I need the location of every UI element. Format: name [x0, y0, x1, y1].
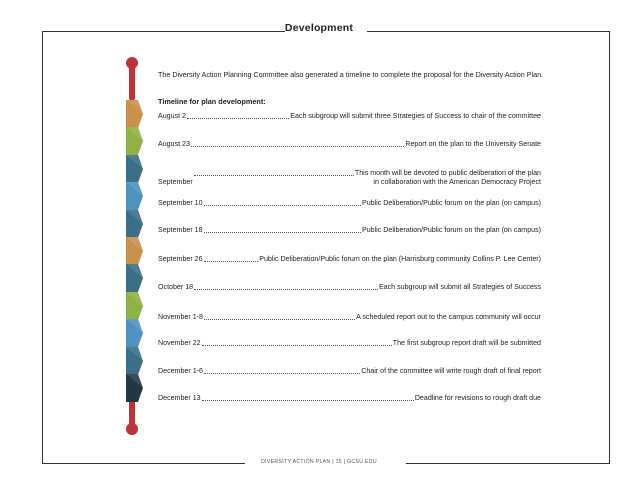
- leader-dots: [194, 288, 378, 290]
- timeline-event: This month will be devoted to public deliberation of the plan: [354, 169, 541, 177]
- timeline-event: Each subgroup will submit three Strategies of Success to chair of the committee: [290, 112, 541, 120]
- timeline-marker: [126, 210, 143, 237]
- timeline-event-block: [355, 169, 541, 187]
- timeline-event: Chair of the committee will write rough draft of final report: [361, 367, 541, 375]
- leader-dots: [202, 344, 392, 346]
- timeline-event: Public Deliberation/Public forum on the plan (Harrisburg community Collins P. Lee Center): [259, 255, 541, 263]
- timeline-marker: [126, 100, 143, 127]
- leader-dots: [202, 399, 414, 401]
- frame-line-left: [42, 31, 43, 463]
- timeline-date: September 26: [158, 255, 203, 263]
- page-footer: DIVERSITY ACTION PLAN | 15 | GCSU.EDU: [261, 459, 377, 465]
- timeline-row: [158, 226, 541, 235]
- frame-line-top-right: [367, 31, 610, 32]
- leader-dots: [204, 204, 361, 206]
- leader-dots: [204, 260, 259, 262]
- timeline-marker: [126, 319, 143, 346]
- timeline-date: November 22: [158, 339, 201, 347]
- timeline-marker: [126, 292, 143, 319]
- timeline-event: Public Deliberation/Public forum on the plan (on campus): [361, 199, 541, 207]
- timeline-marker: [126, 237, 143, 264]
- timeline-event: Deadline for revisions to rough draft due: [414, 394, 541, 402]
- timeline-row: [158, 112, 541, 121]
- leader-dots: [191, 145, 404, 147]
- timeline-event: The first subgroup report draft will be submitted: [392, 339, 541, 347]
- timeline-top-bar: [129, 65, 135, 101]
- timeline-row: [158, 339, 541, 348]
- leader-dots: [204, 372, 360, 374]
- timeline-marker: [126, 347, 143, 374]
- timeline-date: September 10: [158, 199, 203, 207]
- timeline-event-continued: in collaboration with the American Democracy Project: [373, 178, 541, 186]
- timeline-marker: [126, 127, 143, 154]
- timeline-date: August 2: [158, 112, 187, 120]
- timeline-marker: [126, 374, 143, 401]
- timeline-row: [158, 169, 541, 187]
- page-title: Development: [284, 22, 354, 34]
- leader-dots: [204, 231, 361, 233]
- timeline-date: November 1-8: [158, 313, 203, 321]
- timeline-bottom-knob: [126, 423, 138, 435]
- timeline-date: September: [158, 178, 193, 186]
- timeline-heading: Timeline for plan development:: [158, 97, 266, 106]
- leader-dots: [204, 318, 355, 320]
- timeline-marker: [126, 182, 143, 209]
- timeline-marker: [126, 155, 143, 182]
- timeline-date: September 18: [158, 226, 203, 234]
- frame-line-right: [609, 31, 610, 463]
- timeline-event: Each subgroup will submit all Strategies of Success: [378, 283, 541, 291]
- timeline-row: [158, 394, 541, 403]
- timeline-row: [158, 199, 541, 208]
- timeline-row: [158, 367, 541, 376]
- leader-dots: [194, 174, 354, 176]
- timeline-date: December 1-6: [158, 367, 203, 375]
- timeline-event: A scheduled report out to the campus community will occur: [356, 313, 541, 321]
- intro-paragraph: The Diversity Action Planning Committee also generated a timeline to complete the proposal for the Diversity Action Plan.: [158, 70, 544, 79]
- timeline-row: [158, 255, 541, 264]
- timeline-row: [158, 140, 541, 149]
- timeline-date: August 23: [158, 140, 190, 148]
- frame-line-top-left: [42, 31, 285, 32]
- timeline-date: December 13: [158, 394, 201, 402]
- timeline-marker: [126, 264, 143, 291]
- timeline-row: [158, 283, 541, 292]
- timeline-event: Report on the plan to the University Senate: [405, 140, 541, 148]
- leader-dots: [187, 117, 289, 119]
- timeline-row: [158, 313, 541, 322]
- timeline-date: October 18: [158, 283, 194, 291]
- timeline-event: Public Deliberation/Public forum on the plan (on campus): [361, 226, 541, 234]
